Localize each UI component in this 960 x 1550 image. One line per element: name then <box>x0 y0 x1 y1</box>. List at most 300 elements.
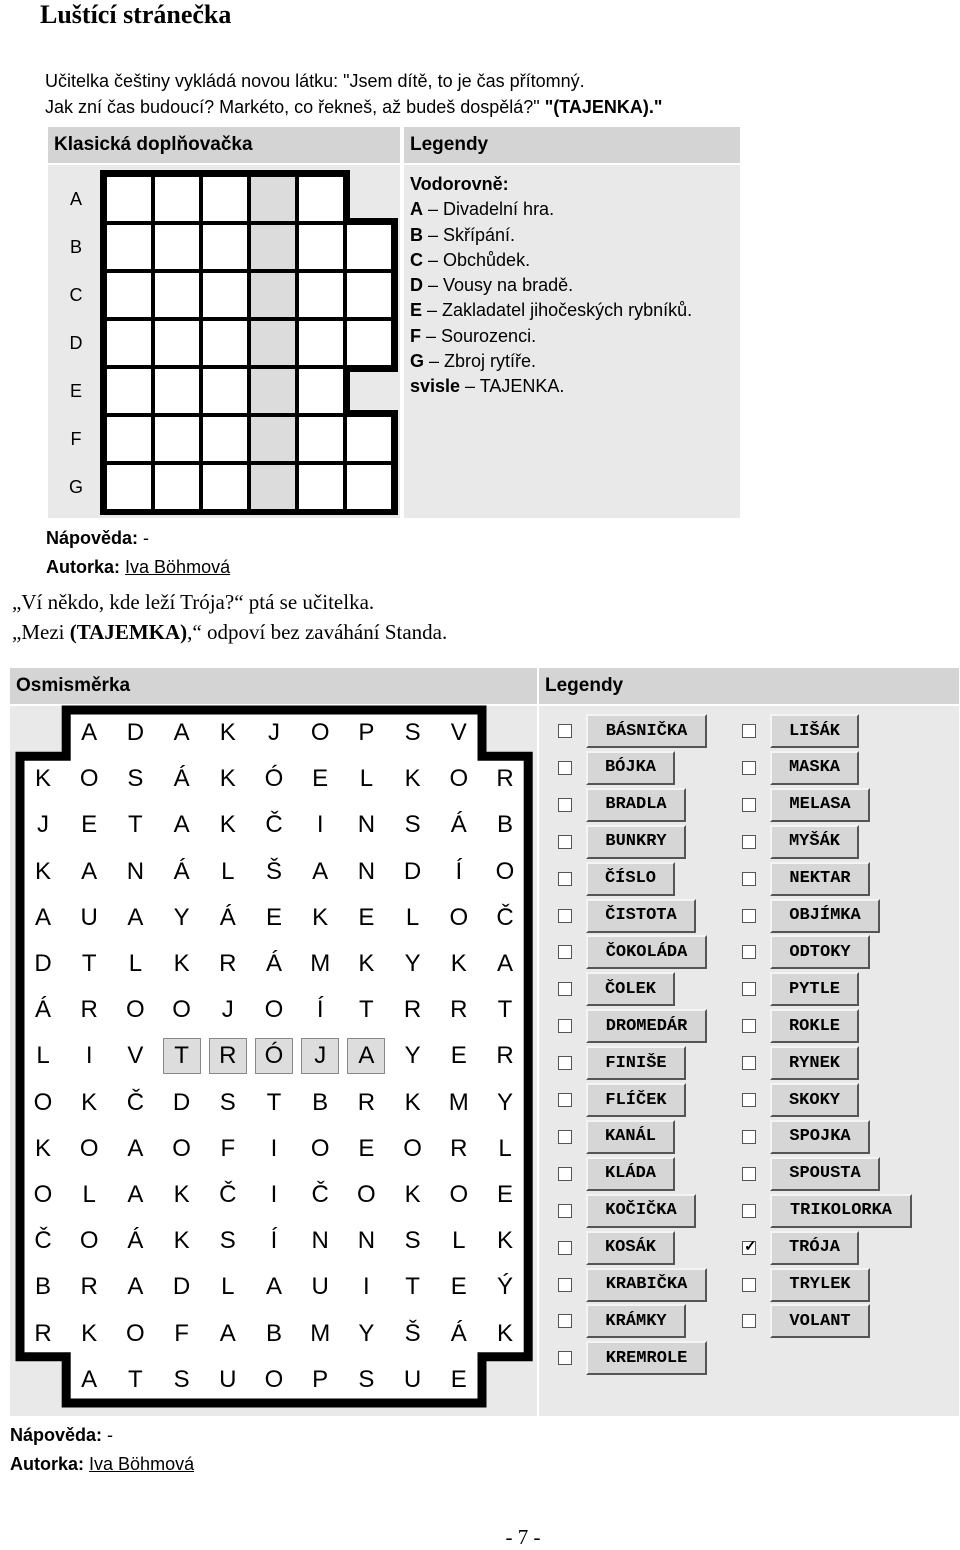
letter-cell[interactable]: L <box>452 1227 466 1255</box>
clue-text: – Obchůdek. <box>423 249 531 270</box>
word-item <box>558 899 696 933</box>
row-label-a: A <box>69 189 82 209</box>
letter-cell[interactable]: V <box>450 719 467 746</box>
intro-line-1: Učitelka češtiny vykládá novou látku: "Jsem dítě, to je čas přítomný. <box>45 71 585 91</box>
word-button[interactable]: NEKTAR <box>770 862 870 896</box>
word-checkbox[interactable] <box>558 1056 572 1070</box>
word-button[interactable]: KOSÁK <box>586 1231 675 1265</box>
clue-text: – Skřípání. <box>423 224 516 245</box>
letter-cell[interactable]: K <box>81 1319 98 1347</box>
letter-cell[interactable]: I <box>316 811 324 839</box>
letter-cell[interactable]: L <box>36 1042 50 1070</box>
letter-cell[interactable]: S <box>173 1365 190 1393</box>
letter-cell[interactable]: S <box>219 1227 236 1255</box>
wordsearch-author <box>10 1454 194 1475</box>
word-checkbox[interactable] <box>742 724 756 738</box>
word-button[interactable]: ČOLEK <box>586 972 675 1006</box>
letter-cell[interactable]: Á <box>34 996 51 1024</box>
letter-cell[interactable]: D <box>126 719 145 746</box>
row-label-d: D <box>69 333 83 353</box>
word-button[interactable]: BUNKRY <box>586 825 686 859</box>
letter-cell[interactable]: M <box>448 1088 469 1116</box>
word-checkbox[interactable] <box>558 1019 572 1033</box>
word-item <box>742 788 870 822</box>
letter-cell[interactable]: O <box>172 1134 191 1162</box>
letter-cell[interactable]: S <box>404 719 421 746</box>
word-item <box>742 1194 912 1228</box>
letter-cell[interactable]: K <box>496 1319 513 1347</box>
letter-cell[interactable]: S <box>127 765 144 793</box>
story-line-2-start: „Mezi <box>12 620 70 644</box>
letter-cell[interactable]: E <box>450 1042 467 1070</box>
word-checkbox[interactable] <box>742 909 756 923</box>
letter-cell[interactable]: K <box>34 1134 51 1162</box>
word-checkbox[interactable] <box>742 1167 756 1181</box>
clue-key: D <box>410 275 423 296</box>
letter-cell[interactable]: A <box>81 719 98 746</box>
letter-cell[interactable]: O <box>264 996 284 1024</box>
letter-cell[interactable]: N <box>357 811 376 839</box>
letter-cell[interactable]: K <box>173 1227 190 1255</box>
author-label: Autorka: <box>46 557 121 577</box>
row-label-g: G <box>68 477 83 497</box>
word-checkbox[interactable] <box>742 872 756 886</box>
story-line-1: „Ví někdo, kde leží Trója?“ ptá se učitelka. <box>12 590 375 614</box>
letter-cell[interactable]: A <box>127 1181 144 1208</box>
word-item <box>558 972 675 1006</box>
letter-cell[interactable]: K <box>34 765 51 793</box>
letter-cell[interactable]: T <box>266 1088 282 1116</box>
word-button[interactable]: KANÁL <box>586 1120 675 1154</box>
letter-cell[interactable]: R <box>450 1134 468 1162</box>
word-checkbox[interactable] <box>558 798 572 812</box>
word-button[interactable]: SPOJKA <box>770 1120 870 1154</box>
letter-cell[interactable]: K <box>219 719 236 746</box>
word-button[interactable]: SPOUSTA <box>770 1157 880 1191</box>
letter-cell[interactable]: A <box>312 857 329 885</box>
letter-cell[interactable]: A <box>127 1134 144 1162</box>
letter-cell[interactable]: Ý <box>496 1273 513 1301</box>
letter-cell[interactable]: Á <box>450 1319 467 1347</box>
letter-cell[interactable]: O <box>33 1181 53 1208</box>
letter-cell[interactable]: R <box>357 1088 376 1116</box>
letter-cell[interactable]: O <box>403 1134 422 1162</box>
word-item <box>558 935 707 969</box>
word-checkbox[interactable] <box>558 1241 572 1255</box>
letter-cell[interactable]: L <box>221 857 235 885</box>
highlighted-letter[interactable]: J <box>297 1033 343 1079</box>
letter-cell[interactable]: J <box>37 811 49 839</box>
row-label-e: E <box>69 381 82 401</box>
word-button[interactable]: OBJÍMKA <box>770 899 880 933</box>
word-checkbox[interactable] <box>742 835 756 849</box>
letter-cell[interactable]: Á <box>173 765 190 793</box>
letter-cell[interactable]: S <box>219 1088 236 1116</box>
clue-key: G <box>410 351 425 372</box>
highlighted-letter[interactable]: R <box>205 1033 251 1079</box>
word-item <box>742 1009 859 1043</box>
word-button[interactable]: KRÁMKY <box>586 1304 686 1338</box>
word-item <box>558 1120 675 1154</box>
letter-cell[interactable]: Y <box>404 950 421 977</box>
letter-cell[interactable]: O <box>357 1181 376 1208</box>
word-button[interactable]: ČISTOTA <box>586 899 696 933</box>
letter-cell[interactable]: M <box>310 950 331 977</box>
word-button[interactable]: BÓJKA <box>586 751 675 785</box>
word-item <box>558 862 675 896</box>
row-label-c: C <box>69 285 83 305</box>
word-button[interactable]: ODTOKY <box>770 935 870 969</box>
word-item <box>742 1268 870 1302</box>
letter-cell[interactable]: U <box>403 1365 422 1393</box>
letter-cell[interactable]: K <box>404 1181 421 1208</box>
letter-cell[interactable]: Í <box>455 857 463 885</box>
letter-cell[interactable]: Y <box>173 903 190 931</box>
letter-cell[interactable]: T <box>81 950 97 977</box>
crossword-legend-header: Legendy <box>404 127 740 163</box>
word-checkbox[interactable] <box>558 945 572 959</box>
word-item <box>558 751 675 785</box>
letter-cell[interactable]: S <box>404 1227 421 1255</box>
letter-cell[interactable]: K <box>173 1181 190 1208</box>
letter-cell[interactable]: O <box>172 996 191 1024</box>
word-item <box>742 1083 859 1117</box>
letter-cell[interactable]: K <box>34 857 51 885</box>
hint-value-2: - <box>102 1425 114 1445</box>
word-checkbox[interactable] <box>558 872 572 886</box>
letter-cell[interactable]: K <box>81 1088 98 1116</box>
letter-cell[interactable]: N <box>311 1227 329 1255</box>
letter-cell[interactable]: T <box>128 811 143 839</box>
letter-cell[interactable]: Á <box>265 950 282 977</box>
letter-cell[interactable]: O <box>310 719 330 746</box>
row-label-b: B <box>69 237 82 257</box>
letter-cell[interactable]: E <box>81 811 98 839</box>
letter-cell[interactable]: Č <box>265 811 283 839</box>
word-button[interactable]: KREMROLE <box>586 1341 707 1375</box>
letter-cell[interactable]: Č <box>496 903 514 931</box>
word-button[interactable]: KRABIČKA <box>586 1268 707 1302</box>
word-item <box>558 1083 686 1117</box>
word-button[interactable]: ROKLE <box>770 1009 859 1043</box>
word-item <box>742 825 859 859</box>
word-button[interactable]: VOLANT <box>770 1304 870 1338</box>
letter-cell[interactable]: M <box>310 1319 331 1347</box>
word-button[interactable]: KLÁDA <box>586 1157 675 1191</box>
word-checkbox[interactable] <box>558 1314 572 1328</box>
highlighted-letter[interactable]: Ó <box>251 1033 297 1079</box>
letter-cell[interactable]: O <box>310 1134 330 1162</box>
letter-cell[interactable]: L <box>359 765 374 793</box>
letter-cell[interactable]: B <box>34 1273 51 1301</box>
letter-cell[interactable]: E <box>358 1134 375 1162</box>
word-checkbox[interactable] <box>558 1278 572 1292</box>
word-item <box>558 714 707 748</box>
letter-cell[interactable]: E <box>496 1181 513 1208</box>
letter-cell[interactable]: Á <box>450 811 467 839</box>
letter-cell[interactable]: Č <box>311 1181 329 1208</box>
letter-cell[interactable]: K <box>173 950 190 977</box>
letter-cell[interactable]: Á <box>219 903 236 931</box>
word-checkbox[interactable] <box>558 761 572 775</box>
hint-label-2: Nápověda: <box>10 1425 103 1445</box>
letter-cell[interactable]: R <box>80 996 98 1024</box>
word-item <box>742 1157 880 1191</box>
legend-title-text: Vodorovně: <box>410 174 509 194</box>
crossword-header: Klasická doplňovačka <box>48 127 400 163</box>
letter-cell[interactable]: A <box>265 1273 282 1301</box>
author-link-2[interactable]: Iva Böhmová <box>89 1454 195 1474</box>
letter-cell[interactable]: R <box>496 765 514 793</box>
clue-key: B <box>410 224 423 245</box>
letter-cell[interactable]: K <box>404 765 421 793</box>
letter-cell[interactable]: U <box>311 1273 329 1301</box>
letter-cell[interactable]: Č <box>219 1181 237 1208</box>
word-item <box>742 1046 859 1080</box>
word-item <box>558 1157 675 1191</box>
word-button[interactable]: LIŠÁK <box>770 714 859 748</box>
letter-cell[interactable]: I <box>270 1181 278 1208</box>
letter-cell[interactable]: K <box>450 950 467 977</box>
letter-cell[interactable]: R <box>450 996 468 1024</box>
word-button[interactable]: BÁSNIČKA <box>586 714 707 748</box>
word-checkbox[interactable] <box>742 982 756 996</box>
letter-cell[interactable]: O <box>79 765 99 793</box>
word-button[interactable]: MYŠÁK <box>770 825 859 859</box>
letter-cell[interactable]: O <box>79 1227 99 1255</box>
word-button[interactable]: KOČIČKA <box>586 1194 696 1228</box>
letter-cell[interactable]: E <box>450 1273 467 1301</box>
word-checkbox[interactable] <box>558 724 572 738</box>
clue-text: – Zbroj rytíře. <box>424 351 537 372</box>
word-button[interactable]: TRYLEK <box>770 1268 870 1302</box>
word-item <box>742 972 859 1006</box>
letter-cell[interactable]: K <box>312 903 329 931</box>
letter-cell[interactable]: O <box>449 1181 469 1208</box>
letter-cell[interactable]: K <box>496 1227 513 1255</box>
word-item <box>742 714 859 748</box>
word-button[interactable]: TRIKOLORKA <box>770 1194 912 1228</box>
letter-cell[interactable]: O <box>449 903 469 931</box>
letter-cell[interactable]: Ó <box>264 765 284 793</box>
word-checkbox[interactable] <box>558 909 572 923</box>
letter-cell[interactable]: V <box>127 1042 144 1070</box>
word-checkbox[interactable] <box>742 1204 756 1218</box>
letter-cell[interactable]: U <box>219 1365 237 1393</box>
word-button[interactable]: MELASA <box>770 788 870 822</box>
clue-vertical-key: svisle <box>410 376 461 397</box>
letter-cell[interactable]: T <box>405 1273 420 1301</box>
page-number: - 7 - <box>505 1525 541 1549</box>
word-checkbox[interactable] <box>742 945 756 959</box>
word-item <box>742 862 870 896</box>
letter-cell[interactable]: O <box>495 857 515 885</box>
letter-cell[interactable]: R <box>403 996 422 1024</box>
row-label-f: F <box>70 429 82 449</box>
letter-cell[interactable]: Š <box>265 857 282 885</box>
letter-cell[interactable]: Č <box>34 1227 52 1255</box>
letter-cell[interactable]: F <box>174 1319 189 1347</box>
word-checkbox[interactable] <box>742 1241 756 1255</box>
word-item <box>742 899 880 933</box>
word-checkbox[interactable] <box>558 835 572 849</box>
word-checkbox[interactable] <box>742 1130 756 1144</box>
letter-cell[interactable]: Y <box>496 1088 513 1116</box>
letter-cell[interactable]: A <box>219 1319 236 1347</box>
letter-cell[interactable]: A <box>496 950 513 977</box>
letter-cell[interactable]: L <box>82 1181 96 1208</box>
highlighted-letter[interactable]: T <box>159 1033 205 1079</box>
word-item <box>558 1231 675 1265</box>
letter-cell[interactable]: E <box>265 903 282 931</box>
letter-cell[interactable]: R <box>34 1319 52 1347</box>
word-checkbox[interactable] <box>742 1056 756 1070</box>
word-button[interactable]: TRÓJA <box>770 1231 859 1265</box>
word-item <box>558 1341 707 1375</box>
clue-vertical-text: – TAJENKA. <box>460 376 565 397</box>
letter-cell[interactable]: J <box>221 996 234 1024</box>
word-checkbox[interactable] <box>558 1204 572 1218</box>
letter-cell[interactable]: E <box>312 765 329 793</box>
word-button[interactable]: PYTLE <box>770 972 859 1006</box>
letter-cell[interactable]: A <box>173 811 190 839</box>
word-item <box>558 1268 707 1302</box>
story-line-2-bold: (TAJEMKA) <box>69 620 188 644</box>
letter-cell[interactable]: N <box>126 857 145 885</box>
word-button[interactable]: ČÍSLO <box>586 862 675 896</box>
letter-cell[interactable]: Š <box>404 1319 421 1347</box>
word-checkbox[interactable] <box>742 761 756 775</box>
letter-cell[interactable]: O <box>449 765 469 793</box>
word-checkbox[interactable] <box>558 1351 572 1365</box>
intro-line-2-bold: "(TAJENKA)." <box>544 97 663 117</box>
word-button[interactable]: DROMEDÁR <box>586 1009 707 1043</box>
letter-cell[interactable]: O <box>126 1319 145 1347</box>
letter-cell[interactable]: R <box>496 1042 514 1070</box>
wordsearch-hint <box>10 1425 113 1446</box>
letter-cell[interactable]: K <box>219 811 236 839</box>
letter-cell[interactable]: D <box>172 1273 191 1301</box>
word-checkbox[interactable] <box>742 798 756 812</box>
letter-cell[interactable]: B <box>265 1319 282 1347</box>
letter-cell[interactable]: B <box>496 811 513 839</box>
wordsearch-legend-header: Legendy <box>539 668 959 704</box>
letter-cell[interactable]: D <box>34 950 52 977</box>
letter-cell[interactable]: Č <box>126 1088 145 1116</box>
letter-cell[interactable]: K <box>219 765 236 793</box>
letter-cell[interactable]: T <box>359 996 374 1024</box>
word-button[interactable]: MASKA <box>770 751 859 785</box>
letter-cell[interactable]: A <box>173 719 190 746</box>
letter-cell[interactable]: P <box>358 719 375 746</box>
page-title: Luštící stránečka <box>40 0 232 29</box>
letter-cell[interactable]: A <box>34 903 51 931</box>
letter-cell[interactable]: J <box>268 719 280 746</box>
letter-cell[interactable]: D <box>403 857 422 885</box>
clue-text: – Zakladatel jihočeských rybníků. <box>422 300 693 321</box>
letter-cell[interactable]: T <box>128 1365 143 1393</box>
letter-cell[interactable]: Y <box>404 1042 421 1070</box>
letter-cell[interactable]: Á <box>173 857 190 885</box>
letter-cell[interactable]: Y <box>358 1319 375 1347</box>
letter-cell[interactable]: L <box>405 903 420 931</box>
letter-cell[interactable]: A <box>81 857 98 885</box>
letter-cell[interactable]: A <box>81 1365 98 1393</box>
letter-cell[interactable]: Á <box>127 1227 144 1255</box>
letter-cell[interactable]: P <box>312 1365 329 1393</box>
author-label-2: Autorka: <box>10 1454 85 1474</box>
word-item <box>558 1194 696 1228</box>
letter-cell[interactable]: R <box>80 1273 98 1301</box>
word-item <box>742 1231 859 1265</box>
letter-cell[interactable]: N <box>357 857 376 885</box>
word-button[interactable]: BRADLA <box>586 788 686 822</box>
letter-cell[interactable]: T <box>497 996 513 1024</box>
letter-cell[interactable]: O <box>264 1365 284 1393</box>
letter-cell[interactable]: I <box>85 1042 93 1070</box>
letter-cell[interactable]: A <box>127 903 144 931</box>
letter-cell[interactable]: I <box>270 1134 278 1162</box>
letter-cell[interactable]: Í <box>316 996 324 1024</box>
word-button[interactable]: SKOKY <box>770 1083 859 1117</box>
letter-cell[interactable]: R <box>219 950 237 977</box>
letter-cell[interactable]: L <box>498 1134 512 1162</box>
letter-cell[interactable]: E <box>450 1365 467 1393</box>
word-item <box>742 1120 870 1154</box>
letter-cell[interactable]: D <box>172 1088 191 1116</box>
letter-cell[interactable]: N <box>357 1227 376 1255</box>
letter-cell[interactable]: Í <box>270 1227 278 1255</box>
letter-cell[interactable]: S <box>358 1365 375 1393</box>
letter-cell[interactable]: K <box>358 950 375 977</box>
letter-cell[interactable]: S <box>404 811 421 839</box>
letter-cell[interactable]: U <box>80 903 98 931</box>
letter-cell[interactable]: O <box>126 996 145 1024</box>
letter-cell[interactable]: E <box>358 903 375 931</box>
word-checkbox[interactable] <box>558 1167 572 1181</box>
word-checkbox[interactable] <box>742 1019 756 1033</box>
letter-cell[interactable]: O <box>79 1134 99 1162</box>
word-checkbox[interactable] <box>742 1278 756 1292</box>
word-checkbox[interactable] <box>742 1093 756 1107</box>
letter-cell[interactable]: L <box>221 1273 235 1301</box>
letter-cell[interactable]: K <box>404 1088 421 1116</box>
word-checkbox[interactable] <box>558 1093 572 1107</box>
word-item <box>742 935 870 969</box>
letter-cell[interactable]: I <box>363 1273 370 1301</box>
clue-key: C <box>410 249 423 270</box>
letter-cell[interactable]: F <box>220 1134 236 1162</box>
word-button[interactable]: FINIŠE <box>586 1046 686 1080</box>
word-button[interactable]: ČOKOLÁDA <box>586 935 707 969</box>
word-button[interactable]: FLÍČEK <box>586 1083 686 1117</box>
letter-cell[interactable]: A <box>127 1273 144 1301</box>
word-checkbox[interactable] <box>742 1314 756 1328</box>
letter-cell[interactable]: O <box>33 1088 53 1116</box>
word-item <box>558 825 686 859</box>
letter-cell[interactable]: L <box>128 950 143 977</box>
intro-line-2-text: Jak zní čas budoucí? Markéto, co řekneš, až budeš dospělá?" <box>45 97 545 117</box>
highlighted-letter[interactable]: A <box>343 1033 389 1079</box>
hint-label: Nápověda: <box>46 528 139 548</box>
word-checkbox[interactable] <box>558 982 572 996</box>
author-link[interactable]: Iva Böhmová <box>125 557 231 577</box>
word-item <box>558 1304 686 1338</box>
clue-key: E <box>410 300 423 321</box>
word-checkbox[interactable] <box>558 1130 572 1144</box>
word-button[interactable]: RYNEK <box>770 1046 859 1080</box>
letter-cell[interactable]: B <box>312 1088 329 1116</box>
